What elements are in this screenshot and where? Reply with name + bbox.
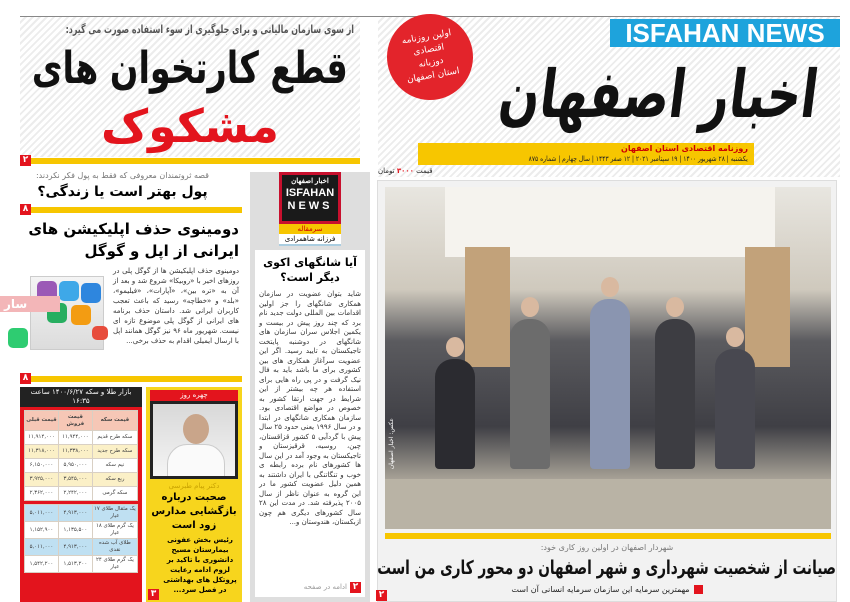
- price-value: ۳۰۰۰: [396, 167, 414, 175]
- badge-line: دوزبانه: [417, 55, 445, 71]
- table-row: [25, 539, 138, 556]
- page-badge: ۸: [20, 204, 31, 215]
- table-header: بازار طلا و سکه ۱۴۰۰/۶/۲۷ ساعت ۱۶:۳۵: [20, 387, 142, 407]
- table-row: [25, 487, 138, 501]
- pillar: [465, 247, 510, 367]
- face-label: چهره روز: [150, 390, 238, 401]
- app-icon: [71, 305, 91, 325]
- apps-story: [0, 266, 245, 371]
- person: [590, 299, 630, 469]
- price-table: [24, 410, 138, 573]
- main-headline-row[interactable]: [378, 555, 836, 581]
- badge-line: اقتصادی: [412, 42, 445, 58]
- person: [435, 359, 475, 469]
- table-cell: ۱,۱۵۲,۹۰۰: [25, 522, 59, 539]
- table-cell: ۱,۵۴۲,۲۰۰: [25, 556, 59, 573]
- editorial[interactable]: [250, 172, 370, 602]
- continued-link[interactable]: [259, 581, 361, 593]
- gold-price-table: [20, 387, 142, 602]
- divider-row: [20, 206, 242, 214]
- editorial-title[interactable]: آیا شانگهای اکوی دیگر است؟: [263, 256, 357, 284]
- divider-row: [20, 375, 242, 383]
- dateline: یکشنبه | ۲۸ شهریور ۱۴۰۰ | ۱۹ سپتامبر ۲۰۲۱ | ۱۲ صفر ۱۴۴۳ | سال چهارم | شماره ۸۷۵: [528, 155, 748, 163]
- table-cell: ۱,۱۳۵,۵۰۰: [58, 522, 92, 539]
- continued-label: ادامه در صفحه: [303, 583, 347, 591]
- logo-text: NEWS: [287, 200, 333, 212]
- column-header: قیمت فروش: [58, 411, 92, 431]
- table-row: [25, 556, 138, 573]
- table-row: [25, 505, 138, 522]
- left-column: [0, 168, 245, 602]
- app-icon: [8, 328, 28, 348]
- page-badge: ۸: [20, 373, 31, 384]
- lead-headline-red-row[interactable]: [20, 97, 360, 155]
- person: [510, 319, 550, 469]
- divider: [20, 376, 242, 382]
- author-label: فرزانه شاهمرادی: [279, 234, 341, 246]
- table-cell: ۱۱,۳۳۸,۰۰۰: [58, 445, 92, 459]
- lead-headline-row[interactable]: [20, 43, 360, 95]
- table-row: [25, 445, 138, 459]
- main-photo[interactable]: [385, 187, 831, 529]
- table-cell: ۱۱,۹۱۴,۰۰۰: [25, 431, 59, 445]
- main-subhead: [398, 584, 816, 595]
- dateline-band: [418, 143, 754, 165]
- price-label: قیمت: [416, 167, 433, 175]
- table-cell: سکه طرح جدید: [92, 445, 137, 459]
- table-cell: یک مثقال طلای ۱۷ عیار: [92, 505, 137, 522]
- table-cell: یک گرم طلای ۲۴ عیار: [92, 556, 137, 573]
- divider: [20, 158, 360, 164]
- person-name: دکتر پیام طبرسی: [168, 482, 220, 490]
- table-cell: ۳,۵۴۵,۰۰۰: [58, 473, 92, 487]
- badge-seal: [384, 11, 477, 104]
- column-header: قیمت قبلی: [25, 411, 59, 431]
- person: [715, 349, 755, 469]
- apps-art: [0, 266, 113, 371]
- table-cell: ۱۱,۹۴۴,۰۰۰: [58, 431, 92, 445]
- table-cell: ۱,۵۱۳,۲۰۰: [58, 556, 92, 573]
- badge-line: استان اصفهان: [406, 66, 461, 86]
- table-cell: ۳,۹۲۵,۰۰۰: [25, 473, 59, 487]
- money-title[interactable]: پول بهتر است یا زندگی؟: [37, 184, 208, 200]
- latin-name: ISFAHAN NEWS: [610, 19, 840, 47]
- main-headline[interactable]: صیانت از شخصیت شهرداری و شهر اصفهان دو محور کاری من است: [377, 557, 837, 579]
- table-row: [25, 459, 138, 473]
- editorial-body-box: [255, 250, 365, 597]
- page-badge: ۲: [350, 582, 361, 593]
- newspaper-logo-row: [478, 48, 840, 142]
- page-badge: ۲: [376, 590, 387, 601]
- money-kicker: قصه ثروتمندان معروفی که فقط به پول فکر نکردند:: [35, 171, 210, 180]
- face-of-day[interactable]: [146, 387, 242, 602]
- apps-title[interactable]: دومینوی حذف اپلیکیشن های ایرانی از اپل و گوگل: [28, 220, 239, 260]
- apps-text: دومینوی حذف اپلیکیشن ها از گوگل پلی در روزهای اخیر با «روبیکا» شروع شد و بعد از آن به «تره بین»، «آپارات»، «فیلیمو»، «بلد» و «خطاچه» رسید که باعث تعجب کاربران ایرانی شد. داستان حذف برنامه های ایرانی از گوگل پلی موضوع تازه ای نیست. شهریور ماه ۹۶ نیز گوگل همانند اپل با ارسال ایمیلی اقدام به حذف برخی...: [113, 267, 239, 345]
- editorial-logo: [279, 172, 341, 224]
- table-cell: طلای آب شده نقدی: [92, 539, 137, 556]
- column-header: قیمت سکه: [92, 411, 137, 431]
- face-text: رئیس بخش عفونی بیمارستان مسیح دانشوری با تاکید بر لزوم ادامه رعایت پروتکل های بهداشتی در فصل سرد...: [163, 536, 237, 594]
- face-title[interactable]: صحبت درباره بازگشایی مدارس زود است: [151, 492, 237, 531]
- table-cell: ۶,۱۵۰,۰۰۰: [25, 459, 59, 473]
- newspaper-logo: اخبار اصفهان: [495, 56, 823, 133]
- logo-text: اخبار اصفهان: [291, 178, 329, 185]
- table-cell: ۵,۰۱۱,۰۰۰: [25, 539, 59, 556]
- divider: [20, 207, 242, 213]
- editorial-text: شاید بتوان عضویت در سازمان همکاری شانگهای را جز اولین اقدامات بین المللی دولت جدید نام برد که چند روز پیش در بیست و یکمین اجلاس سران سازمان های شانگهای در دوشنبه پایتخت تاجیکستان به تایید رسید. اگر این عضویت سرآغاز همکاری های بین کشوری برای ما باشد باید به فال نیک گرفت و در پی راه هایی برای استفاده هر چه بیشتر از این شرایط در جهت ارتقا کشور به خصوص در مواضع اقتصادی بود. سازمان همکاری شانگهای در ابتدا و در سال ۱۹۹۶ یعنی حدود ۲۵ سال پیش با گردآیی ۵ کشور قزاقستان، چین، روسیه، قرقیزستان و تاجیکستان به وجود آمد در این سال ها کشورهای نام برده رابطه ی خوب و تنگاتنگی با ایران داشتند به همین دلیل عضویت کشور ما در این گروه به عنوان ناظر از سال ۲۰۰۵ پذیرفته شد. در مدت این ۲۸ سال کشورهای دیگری هم چون ازبکستان، هندوستان و...: [259, 290, 362, 526]
- table-cell: ۴,۹۱۳,۰۰۰: [58, 539, 92, 556]
- table-row: [25, 431, 138, 445]
- table-cell: ۱۱,۳۱۸,۰۰۰: [25, 445, 59, 459]
- ghost-label: سار: [0, 296, 60, 312]
- table-row: [25, 473, 138, 487]
- table-cell: ۲,۲۴۲,۰۰۰: [58, 487, 92, 501]
- photo-credit: عکس: اخبار اصفهان: [388, 417, 395, 469]
- page-badge: ۳: [148, 589, 159, 600]
- table-cell: نیم سکه: [92, 459, 137, 473]
- table-cell: یک گرم طلای ۱۸ عیار: [92, 522, 137, 539]
- masthead: [378, 17, 840, 177]
- person: [655, 319, 695, 469]
- page-badge: ۲: [20, 155, 31, 166]
- section-label: سرمقاله: [279, 224, 341, 234]
- table-cell: ۴,۹۱۳,۰۰۰: [58, 505, 92, 522]
- table-cell: ربع سکه: [92, 473, 137, 487]
- app-icon: [59, 281, 79, 301]
- table-cell: سکه طرح قدیم: [92, 431, 137, 445]
- lead-headline-red[interactable]: مشکوک: [101, 99, 279, 153]
- stairs: [385, 479, 831, 529]
- price-unit: تومان: [378, 167, 395, 175]
- lead-story[interactable]: [20, 17, 360, 157]
- app-icon: [81, 283, 101, 303]
- main-story[interactable]: [377, 180, 837, 602]
- table-cell: سکه گرمی: [92, 487, 137, 501]
- table-cell: ۵,۹۵۰,۰۰۰: [58, 459, 92, 473]
- table-cell: ۵,۰۱۱,۰۰۰: [25, 505, 59, 522]
- badge-line: اولین روزنامه: [401, 28, 452, 47]
- logo-text: ISFAHAN: [285, 187, 335, 199]
- bottom-row: [20, 387, 242, 602]
- lead-kicker: از سوی سازمان مالیاتی و برای جلوگیری از سوء استفاده صورت می گیرد:: [65, 23, 354, 36]
- portrait-photo: [150, 401, 238, 479]
- app-icon: [92, 326, 108, 340]
- main-kicker: شهردار اصفهان در اولین روز کاری خود:: [540, 543, 674, 552]
- tagline: روزنامه اقتصادی استان اصفهان: [621, 144, 748, 153]
- table-cell: ۲,۳۶۲,۰۰۰: [25, 487, 59, 501]
- subhead-text: مهمترین سرمایه این سازمان سرمایه انسانی آن است: [511, 585, 690, 594]
- portrait-head: [183, 414, 209, 444]
- table-row: [25, 522, 138, 539]
- lead-headline[interactable]: قطع کارتخوان های: [32, 43, 348, 94]
- divider: [385, 533, 831, 539]
- bullet-square-icon: [694, 585, 703, 594]
- pillar: [745, 247, 790, 367]
- price: [378, 166, 433, 176]
- portrait-body: [167, 444, 225, 476]
